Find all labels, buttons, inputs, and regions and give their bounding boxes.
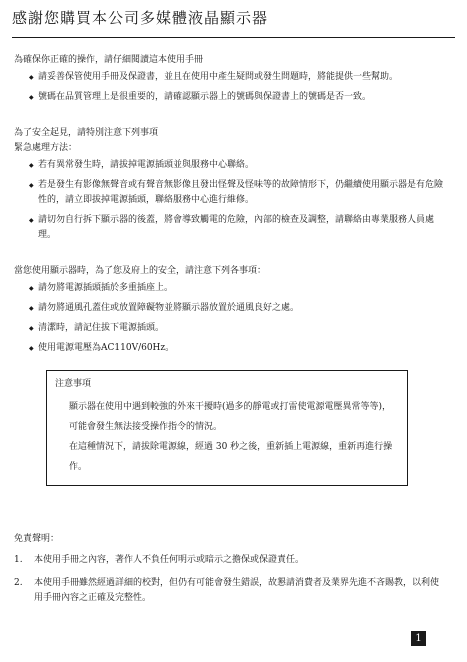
notice-heading: 注意事項 — [55, 379, 92, 389]
list-item: ◆ 使用電源電壓為AC110V/60Hz。 — [38, 341, 456, 356]
safety-bullet-list — [14, 158, 456, 243]
usage-heading: 當您使用顯示器時，為了您及府上的安全，請注意下列各事項： — [14, 266, 267, 276]
notice-paragraph-2: 在這種情況下，請拔除電源線，經過 30 秒之後，重新插上電源線，重新再進行操作。 — [69, 442, 393, 472]
intro-bullet-list — [14, 70, 456, 105]
list-item: ◆ 請勿將電源插頭插於多重插座上。 — [38, 281, 456, 296]
intro-text: 為確保你正確的操作，請仔細閱讀這本使用手冊 — [14, 55, 204, 65]
disclaimer-list — [14, 553, 456, 606]
list-item — [14, 553, 456, 568]
title-divider — [12, 37, 455, 38]
item-number: 2. — [14, 578, 23, 588]
document-body — [14, 53, 456, 614]
list-item: ◆ 請切勿自行拆下顯示器的後蓋，將會導致觸電的危險，內部的檢查及調整，請聯絡由專業服務人員處理。 — [38, 213, 456, 243]
list-item: ◆ 請妥善保管使用手冊及保證書，並且在使用中產生疑問或發生問題時，將能提供一些幫助。 — [38, 70, 456, 85]
notice-paragraph-1: 顯示器在使用中遇到較強的外來干擾時(過多的靜電或打雷使電源電壓異常等等)，可能會發生無法接受操作指令的情況。 — [69, 402, 392, 432]
list-item: ◆ 清潔時，請記住拔下電源插頭。 — [38, 321, 456, 336]
disclaimer-heading: 免責聲明： — [14, 534, 60, 544]
usage-bullet-list — [14, 281, 456, 356]
item-number: 1. — [14, 555, 23, 565]
page-number-badge: 1 — [411, 631, 426, 646]
item-text: 本使用手冊之內容，著作人不負任何明示或暗示之擔保或保證責任。 — [34, 555, 305, 565]
item-text: 本使用手冊雖然經過詳細的校對，但仍有可能會發生錯誤，故懇請消費者及業界先進不吝賜教，以利使用手冊內容之正確及完整性。 — [34, 578, 440, 603]
list-item: ◆ 若是發生有影像無聲音或有聲音無影像且發出怪聲及怪味等的故障情形下，仍繼續使用顯示器是有危險性的，請立即拔掉電源插頭，聯絡服務中心進行維修。 — [38, 178, 456, 208]
list-item: ◆ 號碼在品質管理上是很重要的，請確認顯示器上的號碼與保證書上的號碼是否一致。 — [38, 90, 456, 105]
emergency-label: 緊急處理方法： — [14, 143, 78, 153]
notice-box — [46, 370, 408, 486]
page-title: 感謝您購買本公司多媒體液晶顯示器 — [12, 9, 269, 27]
list-item: ◆ 若有異常發生時，請拔掉電源插頭並與服務中心聯絡。 — [38, 158, 456, 173]
list-item — [14, 576, 456, 606]
list-item: ◆ 請勿將通風孔蓋住或放置障礙物並將顯示器放置於通風良好之處。 — [38, 301, 456, 316]
safety-heading: 為了安全起見，請特別注意下列事項 — [14, 128, 159, 138]
